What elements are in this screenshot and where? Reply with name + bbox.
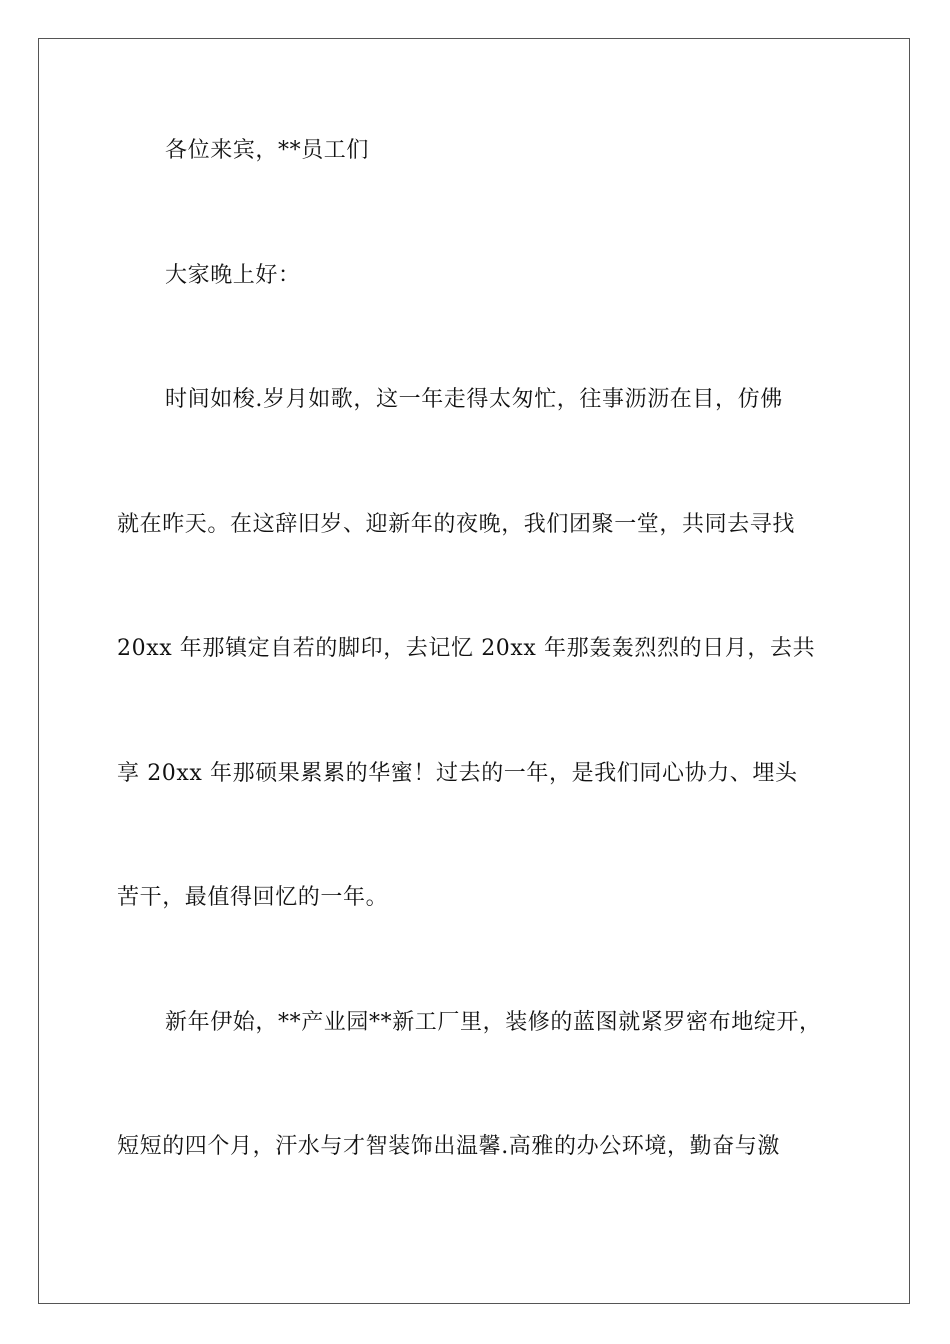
salutation-line: 大家晚上好： [165,263,301,288]
page-border [38,38,910,1304]
paragraph-1-line-5: 苦干，最值得回忆的一年。 [117,885,389,910]
paragraph-1-line-4: 享 20xx 年那硕果累累的华蜜！过去的一年，是我们同心协力、埋头 [117,761,798,786]
paragraph-1-line-3: 20xx 年那镇定自若的脚印，去记忆 20xx 年那轰轰烈烈的日月，去共 [117,636,816,661]
paragraph-1-line-2: 就在昨天。在这辞旧岁、迎新年的夜晚，我们团聚一堂，共同去寻找 [117,512,796,537]
paragraph-2-line-1: 新年伊始，**产业园**新工厂里，装修的蓝图就紧罗密布地绽开， [165,1010,822,1035]
greeting-line: 各位来宾，**员工们 [165,138,370,163]
paragraph-2-line-2: 短短的四个月，汗水与才智装饰出温馨.高雅的办公环境，勤奋与激 [117,1134,780,1159]
paragraph-1-line-1: 时间如梭.岁月如歌，这一年走得太匆忙，往事沥沥在目，仿佛 [165,387,783,412]
